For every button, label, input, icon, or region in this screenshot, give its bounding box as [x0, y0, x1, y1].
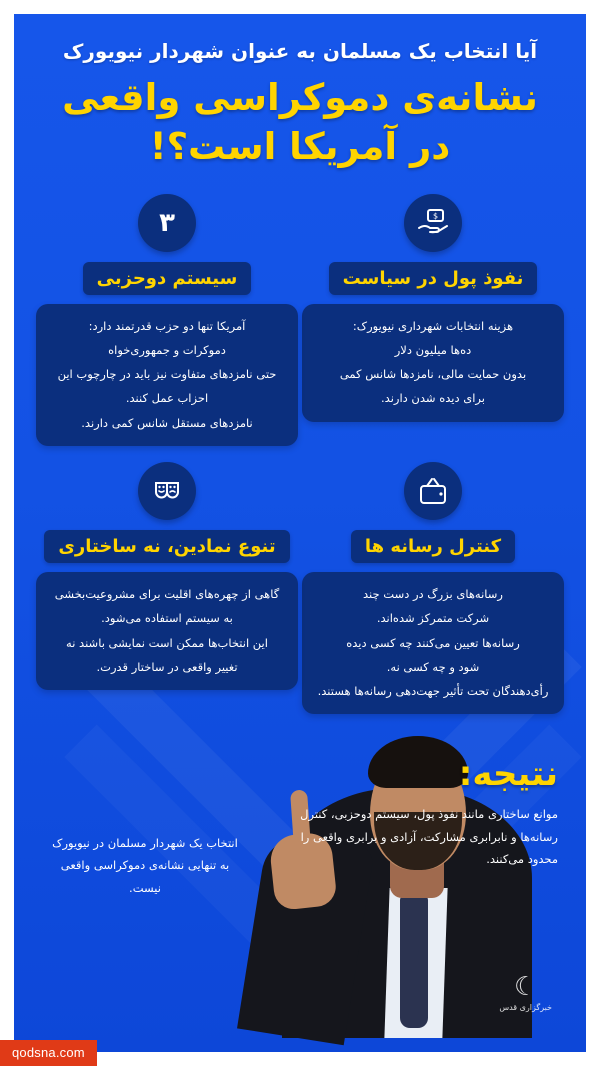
conclusion-text-left: انتخاب یک شهردار مسلمان در نیویورک به تنهایی نشانه‌ی دموکراسی واقعی نیست.	[52, 836, 238, 895]
card-two-party-system	[36, 194, 298, 446]
poster-background	[14, 14, 586, 1052]
card-line: حتی نامزدهای متفاوت نیز باید در چارچوب این	[57, 367, 277, 382]
theater-masks-icon	[138, 462, 196, 520]
card-line: دموکرات و جمهوری‌خواه	[108, 342, 226, 357]
card-line: تغییر واقعی در ساختار قدرت.	[96, 659, 238, 674]
site-url-badge: qodsna.com	[0, 1040, 97, 1066]
headline-line-3: در آمریکا است؟!	[149, 124, 451, 168]
money-hand-icon	[404, 194, 462, 252]
conclusion-block	[290, 756, 558, 871]
card-title: سیستم دوحزبی	[83, 262, 252, 295]
card-title: نفوذ پول در سیاست	[329, 262, 538, 295]
conclusion-text-right: موانع ساختاری مانند نفوذ پول، سیستم دوحزبی، کنترل رسانه‌ها و نابرابری مشارکت، آزادی و برابری واقعی را محدود می‌کنند.	[300, 807, 558, 867]
card-line: ده‌ها میلیون دلار	[394, 342, 472, 357]
headline-line-1: آیا انتخاب یک مسلمان به عنوان شهردار نیویورک	[62, 39, 538, 63]
card-line: شود و چه کسی نه.	[386, 659, 480, 674]
card-line: رسانه‌ها تعیین می‌کنند چه کسی دیده	[346, 635, 520, 650]
card-money-in-politics	[302, 194, 564, 446]
card-line: رأی‌دهندگان تحت تأثیر جهت‌دهی رسانه‌ها هستند.	[317, 684, 549, 699]
card-line: برای دیده شدن دارند.	[381, 391, 485, 406]
logo-mark-icon: ☾	[514, 972, 538, 1002]
logo-text: خبرگزاری قدس	[499, 1003, 552, 1012]
page-title	[14, 14, 586, 176]
brand-logo	[499, 974, 552, 1012]
card-line: آمریکا تنها دو حزب قدرتمند دارد:	[88, 318, 246, 333]
card-line: گاهی از چهره‌های اقلیت برای مشروعیت‌بخشی	[54, 586, 280, 601]
card-number: ۳	[159, 207, 175, 238]
card-line: هزینه انتخابات شهرداری نیویورک:	[352, 318, 514, 333]
card-line: احزاب عمل کنند.	[125, 391, 209, 406]
card-line: شرکت متمرکز شده‌اند.	[376, 611, 490, 626]
card-body	[302, 304, 564, 422]
conclusion-title: نتیجه:	[458, 754, 558, 794]
card-line: به سیستم استفاده می‌شود.	[101, 611, 233, 626]
headline-line-2: نشانه‌ی دموکراسی واقعی	[62, 76, 538, 119]
card-line: بدون حمایت مالی، نامزدها شانس کمی	[339, 367, 527, 382]
flag-number-icon	[138, 194, 196, 252]
card-line: این انتخاب‌ها ممکن است نمایشی باشند نه	[66, 635, 268, 650]
card-line: نامزدهای مستقل شانس کمی دارند.	[81, 415, 253, 430]
card-body	[36, 304, 298, 446]
svg-text:$: $	[432, 211, 439, 221]
tv-icon	[404, 462, 462, 520]
card-title: تنوع نمادین، نه ساختاری	[44, 530, 289, 563]
tie-shape	[400, 896, 428, 1028]
card-line: رسانه‌های بزرگ در دست چند	[363, 586, 503, 601]
card-title: کنترل رسانه ها	[351, 530, 515, 563]
